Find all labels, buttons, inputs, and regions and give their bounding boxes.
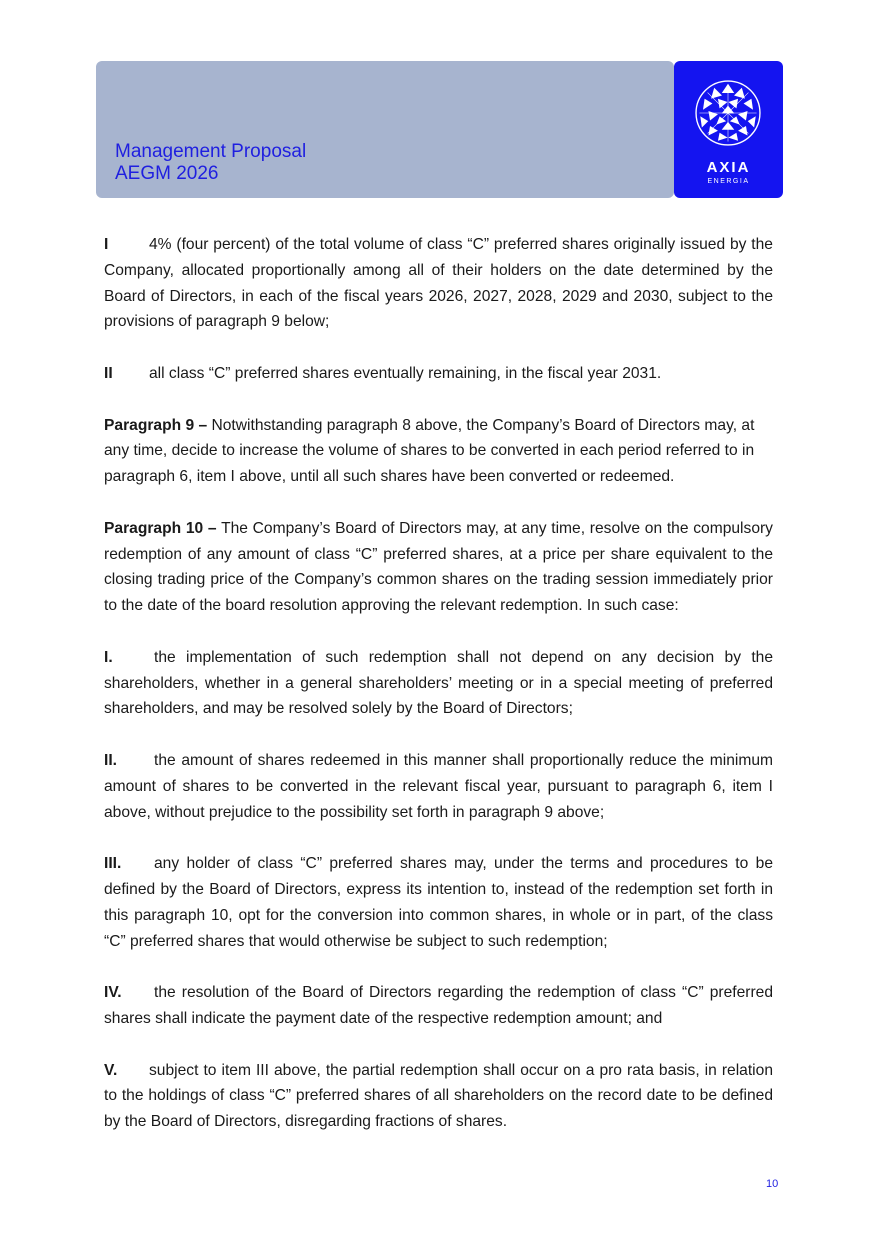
logo-subtitle: ENERGIA: [707, 178, 750, 185]
sub-item-i: [104, 645, 773, 722]
document-title: [115, 141, 306, 185]
sub-item-ii: [104, 748, 773, 825]
item-ii-label: II: [104, 364, 113, 382]
logo-wordmark: AXIA: [706, 159, 751, 176]
item-ii: [104, 361, 773, 387]
paragraph-10-label: Paragraph 10 –: [104, 519, 217, 537]
item-i: [104, 232, 773, 335]
paragraph-9-text: Notwithstanding paragraph 8 above, the Company’s Board of Directors may, at any time, decide to increase the volume of shares to be converted in each period referred to in paragraph 6, item I above, until all such shares have been converted or redeemed.: [104, 416, 755, 486]
sub-item-v-text: subject to item III above, the partial redemption shall occur on a pro rata basis, in relation to the holdings of class “C” preferred shares of all shareholders on the record date to be defined by the Board of Directors, disregarding fractions of shares.: [104, 1061, 773, 1131]
item-i-label: I: [104, 236, 109, 253]
paragraph-10: [104, 516, 773, 619]
sub-item-iv-label: IV.: [104, 984, 122, 1002]
sub-item-iii-text: any holder of class “C” preferred shares may, under the terms and procedures to be defined by the Board of Directors, express its intention to, instead of the redemption set forth in this paragraph 10, opt for the conversion into common shares, in whole or in part, of the class “C” preferred shares that would otherwise be subject to such redemption;: [104, 855, 773, 950]
sub-item-v-label: V.: [104, 1061, 118, 1079]
title-line-2: AEGM 2026: [115, 163, 219, 184]
sub-item-i-text: the implementation of such redemption shall not depend on any decision by the shareholders, whether in a general shareholders’ meeting or in a special meeting of preferred shareholders, and may be resolved solely by the Board of Directors;: [104, 648, 773, 718]
sub-item-v: [104, 1058, 773, 1135]
paragraph-10-text: The Company’s Board of Directors may, at any time, resolve on the compulsory redemption of any amount of class “C” preferred shares, at a price per share equivalent to the closing trading price of the Company’s common shares on the trading session immediately prior to the date of the board resolution approving the relevant redemption. In such case:: [104, 519, 773, 615]
sub-item-iv-text: the resolution of the Board of Directors regarding the redemption of class “C” preferred shares shall indicate the payment date of the respective redemption amount; and: [104, 984, 773, 1027]
sub-item-ii-text: the amount of shares redeemed in this manner shall proportionally reduce the minimum amount of shares to be converted in the relevant fiscal year, pursuant to paragraph 6, item I above, without prejudice to the possibility set forth in paragraph 9 above;: [104, 751, 773, 821]
item-ii-text: all class “C” preferred shares eventually remaining, in the fiscal year 2031.: [149, 364, 662, 382]
paragraph-9-label: Paragraph 9 –: [104, 416, 208, 434]
sub-item-iii-label: III.: [104, 855, 122, 873]
page-number: 10: [766, 1178, 779, 1190]
item-i-text: 4% (four percent) of the total volume of class “C” preferred shares originally issued by the Company, allocated proportionally among all of their holders on the date determined by the Board of Directors, in each of the fiscal years 2026, 2027, 2028, 2029 and 2030, subject to the provisions of paragraph 9 below;: [104, 236, 773, 331]
sub-item-ii-label: II.: [104, 751, 117, 769]
document-body: [104, 232, 773, 1161]
sub-item-i-label: I.: [104, 648, 113, 666]
sub-item-iv: [104, 980, 773, 1032]
company-logo: [674, 61, 783, 198]
globe-logo-icon: [694, 79, 762, 147]
title-line-1: Management Proposal: [115, 141, 307, 162]
sub-item-iii: [104, 851, 773, 954]
paragraph-9: [104, 413, 773, 490]
header-band: [96, 61, 674, 198]
